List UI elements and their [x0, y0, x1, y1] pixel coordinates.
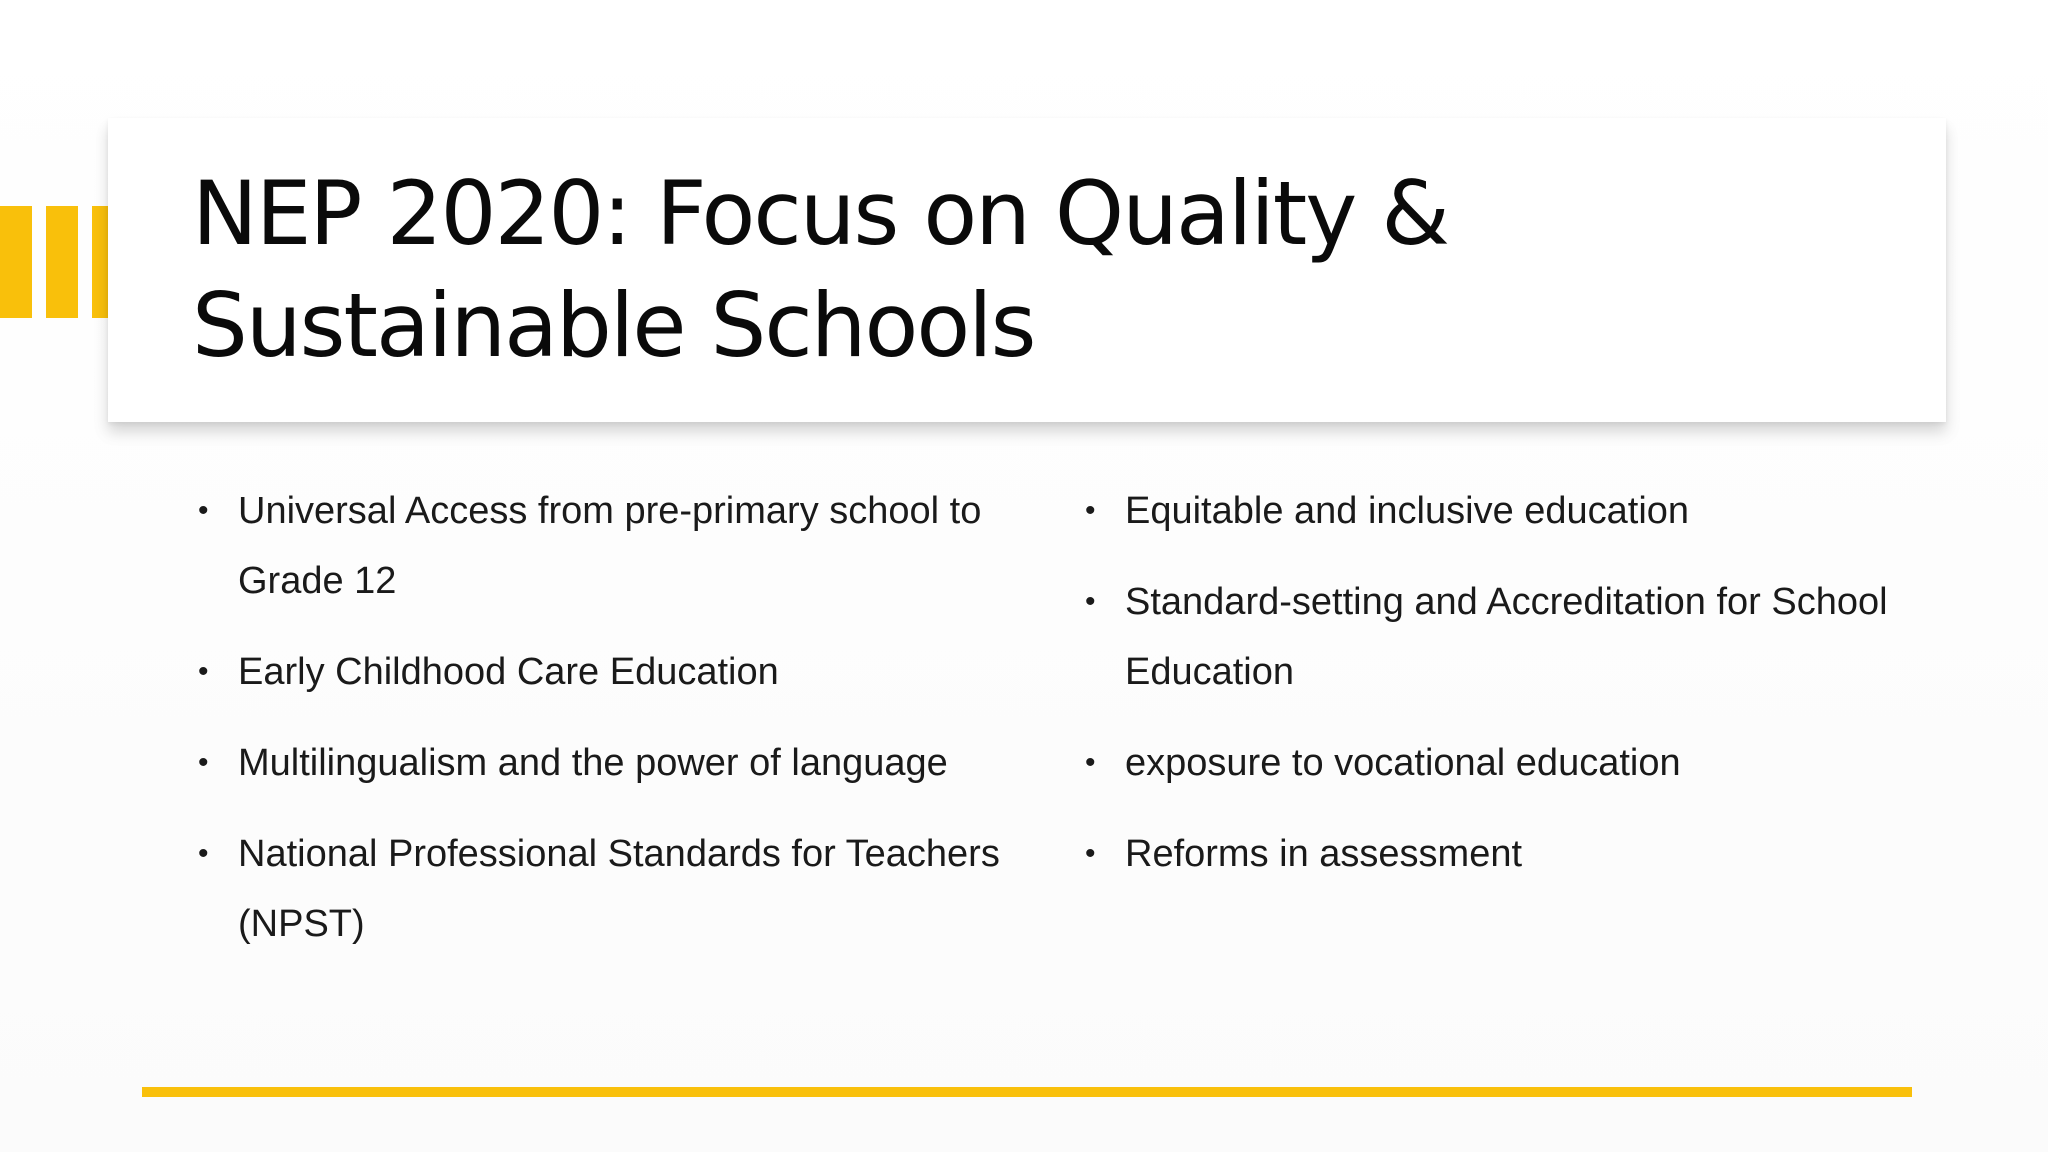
slide-title: NEP 2020: Focus on Quality & Sustainable Schools: [192, 162, 1448, 377]
bullet-text: Early Childhood Care Education: [238, 651, 779, 693]
accent-bar: [92, 206, 108, 318]
bullet-text: Multilingualism and the power of language: [238, 742, 948, 784]
bullet-text: Universal Access from pre-primary school to Grade 12: [238, 490, 982, 602]
bullet-icon: •: [198, 837, 209, 870]
bullet-icon: •: [1085, 746, 1096, 779]
bullet-item: [1085, 819, 1965, 889]
bullet-icon: •: [1085, 585, 1096, 618]
accent-bar: [0, 206, 32, 318]
bullet-icon: •: [198, 655, 209, 688]
bullet-icon: •: [1085, 837, 1096, 870]
bullet-icon: •: [198, 494, 209, 527]
bullet-item: [198, 728, 1058, 798]
bullet-list-right: [1085, 476, 1965, 910]
bullet-text: exposure to vocational education: [1125, 742, 1681, 784]
bullet-item: [1085, 728, 1965, 798]
bullet-item: [198, 476, 1058, 616]
bullet-item: [1085, 567, 1965, 707]
bullet-text: Standard-setting and Accreditation for School Education: [1125, 581, 1888, 693]
bullet-item: [198, 819, 1058, 959]
bullet-item: [198, 637, 1058, 707]
bullet-icon: •: [198, 746, 209, 779]
bullet-item: [1085, 476, 1965, 546]
bullet-text: Reforms in assessment: [1125, 833, 1523, 875]
bullet-text: Equitable and inclusive education: [1125, 490, 1690, 532]
footer-accent-line: [142, 1087, 1912, 1097]
accent-bar: [46, 206, 78, 318]
title-card: [108, 118, 1946, 422]
bullet-list-left: [198, 476, 1058, 980]
bullet-text: National Professional Standards for Teachers (NPST): [238, 833, 1000, 945]
bullet-icon: •: [1085, 494, 1096, 527]
